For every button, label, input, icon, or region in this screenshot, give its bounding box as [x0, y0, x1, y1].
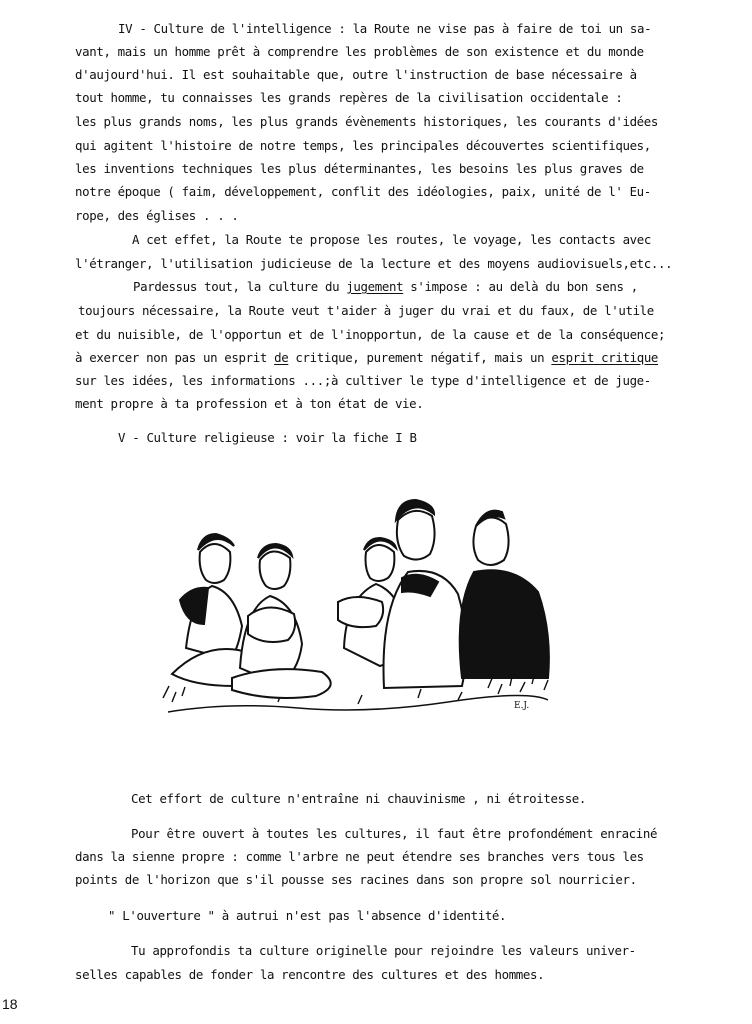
section-iv-line-6: qui agitent l'histoire de notre temps, les principales découvertes scientifiques, [75, 138, 651, 153]
para-jugement-text-b: s'impose : au delà du bon sens , [403, 279, 638, 294]
section-iv-line-1: IV - Culture de l'intelligence : la Route ne vise pas à faire de toi un sa- [118, 21, 652, 36]
young-man-figure [384, 500, 467, 688]
quote-line: " L'ouverture " à autrui n'est pas l'absence d'identité. [108, 908, 507, 923]
scouts-illustration [158, 498, 566, 724]
underlined-word-de: de [274, 350, 289, 365]
bottom-para2-line-2: dans la sienne propre : comme l'arbre ne peut étendre ses branches vers tous les [75, 849, 644, 864]
bottom-para2-line-3: points de l'horizon que s'il pousse ses racines dans son propre sol nourricier. [75, 872, 637, 887]
para-jugement-text-d: critique, purement négatif, mais un [288, 350, 552, 365]
para-jugement-line-3: et du nuisible, de l'opportun et de l'inopportun, de la cause et de la conséquence; [75, 327, 666, 342]
bottom-line-1: Cet effort de culture n'entraîne ni chauvinisme , ni étroitesse. [131, 791, 587, 806]
older-man-figure [460, 511, 549, 678]
para-jugement-line-1 [133, 279, 638, 295]
para-jugement-line-2: toujours nécessaire, la Route veut t'aider à juger du vrai et du faux, de l'utile [78, 303, 654, 318]
para-jugement-text-c: à exercer non pas un esprit [75, 350, 275, 365]
section-iv-line-2: vant, mais un homme prêt à comprendre les problèmes de son existence et du monde [75, 44, 644, 59]
para-effet-line-2: l'étranger, l'utilisation judicieuse de la lecture et des moyens audiovisuels,etc... [75, 256, 673, 271]
underlined-esprit-critique: esprit critique [551, 350, 659, 365]
bottom-para3-line-2: selles capables de fonder la rencontre des cultures et des hommes. [75, 967, 545, 982]
section-v-heading: V - Culture religieuse : voir la fiche I B [118, 430, 417, 445]
section-iv-line-9: rope, des églises . . . [75, 208, 239, 223]
scout-figure-2 [232, 544, 331, 698]
para-jugement-line-6: ment propre à ta profession et à ton état de vie. [75, 396, 424, 411]
section-iv-line-8: notre époque ( faim, développement, conflit des idéologies, paix, unité de l' Eu- [75, 184, 651, 199]
para-jugement-text-a: Pardessus tout, la culture du [133, 279, 347, 294]
section-iv-line-5: les plus grands noms, les plus grands évènements historiques, les courants d'idées [75, 114, 659, 129]
page-number: 18 [2, 996, 18, 1012]
illustration-signature: E.J. [514, 701, 530, 711]
section-iv-line-4: tout homme, tu connaisses les grands repères de la civilisation occidentale : [75, 90, 623, 105]
bottom-para2-line-1: Pour être ouvert à toutes les cultures, il faut être profondément enraciné [131, 826, 658, 841]
para-jugement-line-4 [75, 350, 658, 366]
underlined-word-jugement: jugement [346, 279, 404, 294]
section-iv-line-3: d'aujourd'hui. Il est souhaitable que, outre l'instruction de base nécessaire à [75, 67, 637, 82]
para-jugement-line-5: sur les idées, les informations ...;à cultiver le type d'intelligence et de juge- [75, 373, 651, 388]
para-effet-line-1: A cet effet, la Route te propose les routes, le voyage, les contacts avec [132, 232, 652, 247]
bottom-para3-line-1: Tu approfondis ta culture originelle pour rejoindre les valeurs univer- [131, 943, 636, 958]
section-iv-line-7: les inventions techniques les plus déterminantes, les besoins les plus graves de [75, 161, 644, 176]
